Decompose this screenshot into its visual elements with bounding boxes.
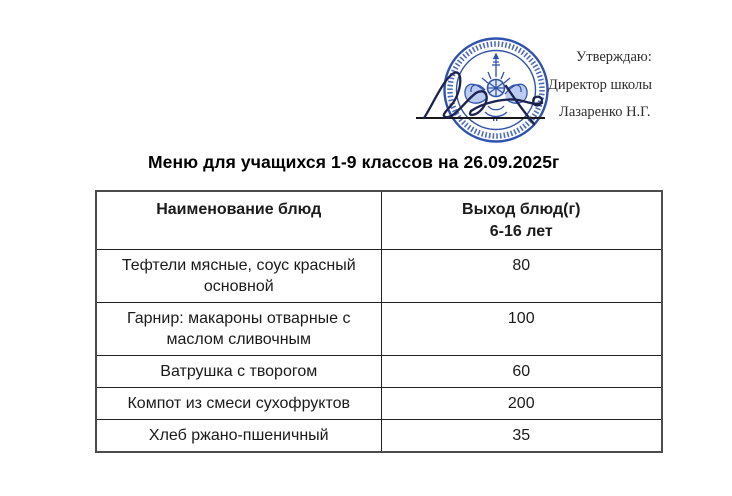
col-header-weight [381,191,662,250]
dish-name-cell: Ватрушка с творогом [96,356,381,388]
col-header-dish: Наименование блюд [96,191,381,250]
dish-weight-cell: 100 [381,303,662,356]
table-row [96,250,662,303]
col-header-weight-line1: Выход блюд(г) [462,201,581,218]
table-row [96,303,662,356]
dish-name-cell: Гарнир: макароны отварные с маслом сливочным [96,303,381,356]
dish-weight-cell: 200 [381,388,662,420]
table-row [96,388,662,420]
dish-weight-cell: 80 [381,250,662,303]
director-signature [410,58,570,133]
dish-weight-cell: 35 [381,420,662,453]
dish-name-cell: Тефтели мясные, соус красный основной [96,250,381,303]
table-header-row [96,191,662,250]
approval-director-line: Директор школы [548,77,652,93]
menu-table [95,190,663,453]
approval-label: Утверждаю: [576,49,652,65]
table-row [96,356,662,388]
dish-name-cell: Компот из смеси сухофруктов [96,388,381,420]
approval-director-name: Лазаренко Н.Г. [559,104,651,120]
dish-name-cell: Хлеб ржано-пшеничный [96,420,381,453]
col-header-weight-line2: 6-16 лет [489,223,553,240]
menu-title: Меню для учащихся 1-9 классов на 26.09.2025г [148,152,560,172]
dish-weight-cell: 60 [381,356,662,388]
table-row [96,420,662,453]
